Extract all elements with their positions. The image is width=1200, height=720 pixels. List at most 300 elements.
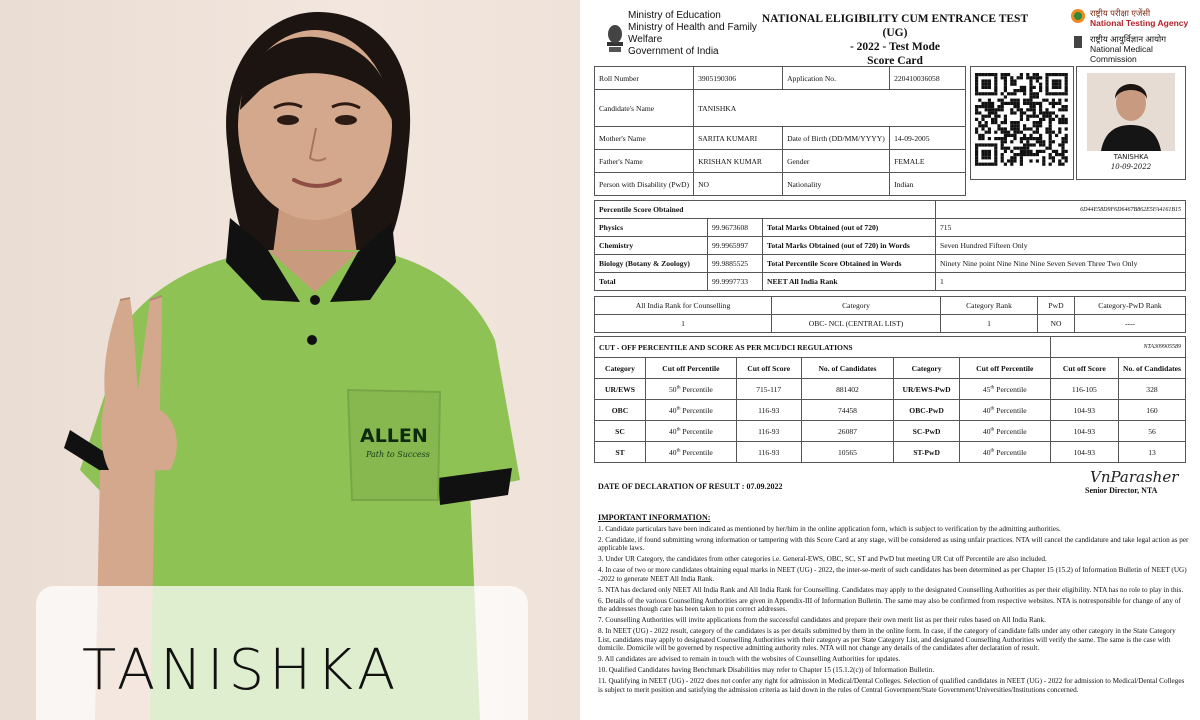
ordinal-suffix: th [676,426,681,432]
cutoff-header: Cut off Percentile [959,358,1050,379]
qr-module [1017,76,1020,79]
qr-module [1010,108,1013,111]
cutoff-header: Category [894,358,960,379]
qr-module [985,102,988,105]
qr-module [1065,108,1068,111]
thumb-caption: TANISHKA [1113,153,1149,161]
qr-module [994,92,997,95]
qr-module [981,86,984,89]
qr-module [1036,115,1039,118]
qr-module [1007,73,1010,76]
qr-module [1017,105,1020,108]
qr-module [1036,127,1039,130]
qr-module [988,108,991,111]
qr-module [1049,156,1052,159]
qr-module [1001,143,1004,146]
qr-module [1065,79,1068,82]
qr-module [1039,134,1042,137]
qr-module [1001,140,1004,143]
score-code: 6D44E58D9F6D6467B862E5FA4161B15 [936,201,1186,219]
qr-module [1023,137,1026,140]
qr-module [988,111,991,114]
qr-module [1007,159,1010,162]
qr-module [1052,131,1055,134]
qr-module [1013,147,1016,150]
qr-module [1033,102,1036,105]
qr-module [1020,115,1023,118]
rank-value: OBC- NCL (CENTRAL LIST) [772,315,941,333]
cutoff-cell: ST [595,442,646,463]
qr-module [1061,118,1064,121]
ordinal-suffix: th [990,405,995,411]
qr-module [1029,150,1032,153]
qr-module [994,150,997,153]
qr-module [1039,102,1042,105]
qr-module [975,127,978,130]
info-item: 11. Qualifying in NEET (UG) - 2022 does not confer any right for admission in Medical/Dental Colleges. Selection of qualified candidates in NEET (UG) - 2022 for admission to Medical/Dental Colleges is subject to merit position and satisfying the admission criteria as laid down in the rules of Central Government/State Government/Universities/Institutions concerned. [598,677,1185,694]
qr-module [1061,108,1064,111]
qr-module [975,92,978,95]
qr-module [994,111,997,114]
qr-module [981,73,984,76]
qr-module [978,143,981,146]
qr-module [1042,163,1045,166]
qr-module [1001,76,1004,79]
qr-module [994,118,997,121]
qr-module [1049,143,1052,146]
qr-module [1026,102,1029,105]
qr-module [1049,92,1052,95]
qr-module [1001,105,1004,108]
qr-module [991,92,994,95]
app-value: 220410036058 [890,67,966,90]
qr-module [991,121,994,124]
qr-module [988,83,991,86]
qr-module [1052,118,1055,121]
qr-module [1033,115,1036,118]
qr-module [1065,76,1068,79]
qr-module [981,150,984,153]
qr-module [988,99,991,102]
cutoff-cell: 104-93 [1050,400,1118,421]
qr-module [1013,131,1016,134]
percentile-word: Percentile [996,426,1027,436]
qr-module [1004,121,1007,124]
qr-module [978,124,981,127]
qr-module [1058,108,1061,111]
qr-module [1026,147,1029,150]
qr-module [1023,150,1026,153]
qr-module [1029,137,1032,140]
qr-module [978,92,981,95]
qr-module [1004,118,1007,121]
qr-module [1055,153,1058,156]
qr-module [1007,92,1010,95]
name-caption: TANISHKA [82,638,401,703]
qr-module [1020,159,1023,162]
percentile-number: 40 [982,447,991,457]
dob-value: 14-09-2005 [890,127,966,150]
mother-label: Mother's Name [595,127,694,150]
ordinal-suffix: th [990,447,995,453]
qr-module [988,153,991,156]
percentile-header: Percentile Score Obtained [595,201,936,219]
qr-module [1036,140,1039,143]
qr-module [1017,127,1020,130]
cutoff-cell: 56 [1118,421,1185,442]
qr-module [991,73,994,76]
thumb-date: 10-09-2022 [1110,163,1152,171]
qr-module [1061,153,1064,156]
qr-module [1004,73,1007,76]
qr-module [1058,163,1061,166]
qr-module [1001,108,1004,111]
qr-module [1023,143,1026,146]
qr-module [991,111,994,114]
qr-module [1055,86,1058,89]
qr-module [1029,89,1032,92]
qr-module [994,163,997,166]
qr-module [994,159,997,162]
qr-module [1013,127,1016,130]
cutoff-percentile [959,421,1050,442]
qr-module [985,124,988,127]
biology-value: 99.9885525 [708,255,763,273]
qr-module [1065,118,1068,121]
candidate-details-table [594,66,966,196]
qr-module [975,83,978,86]
qr-module [1033,95,1036,98]
qr-module [1001,102,1004,105]
qr-module [1065,140,1068,143]
cutoff-cell: 104-93 [1050,421,1118,442]
qr-module [985,83,988,86]
qr-module [1065,86,1068,89]
qr-module [1049,153,1052,156]
qr-module [1058,92,1061,95]
qr-module [1023,111,1026,114]
qr-module [985,153,988,156]
qr-module [1045,86,1048,89]
qr-module [1010,99,1013,102]
qr-module [1052,140,1055,143]
cutoff-cell: 104-93 [1050,442,1118,463]
gender-value: FEMALE [890,150,966,173]
qr-module [1029,159,1032,162]
qr-module [1061,150,1064,153]
qr-module [1010,159,1013,162]
qr-module [1007,134,1010,137]
qr-module [975,105,978,108]
qr-module [1036,124,1039,127]
info-item: 9. All candidates are advised to remain in touch with the websites of Counselling Authorities for updates. [598,655,901,664]
qr-module [1004,86,1007,89]
qr-module [1026,108,1029,111]
qr-module [1033,92,1036,95]
cutoff-header: No. of Candidates [801,358,894,379]
qr-module [1013,153,1016,156]
rank-value: NO [1038,315,1075,333]
qr-module [997,137,1000,140]
qr-code [970,66,1074,180]
qr-module [1036,92,1039,95]
qr-module [1042,143,1045,146]
qr-module [994,76,997,79]
qr-module [988,115,991,118]
qr-module [1065,150,1068,153]
qr-module [1049,163,1052,166]
qr-module [1065,99,1068,102]
qr-module [981,163,984,166]
qr-module [994,143,997,146]
cutoff-title: CUT - OFF PERCENTILE AND SCORE AS PER MCI/DCI REGULATIONS [595,337,1051,358]
nta-logo-icon [1070,8,1086,24]
qr-module [981,79,984,82]
qr-module [1004,137,1007,140]
qr-module [1001,159,1004,162]
rank-header: Category [772,297,941,315]
qr-module [1058,73,1061,76]
qr-module [1052,73,1055,76]
rank-value: 1 [941,315,1038,333]
qr-module [1013,102,1016,105]
qr-module [1023,92,1026,95]
qr-module [975,156,978,159]
qr-module [991,108,994,111]
cutoff-cell: 881402 [801,379,894,400]
qr-module [1004,95,1007,98]
qr-module [1045,131,1048,134]
qr-module [975,79,978,82]
qr-module [1058,118,1061,121]
qr-module [1001,127,1004,130]
qr-module [1001,156,1004,159]
marks-label: Total Marks Obtained (out of 720) [763,219,936,237]
qr-module [1029,102,1032,105]
rank-header: Category Rank [941,297,1038,315]
qr-module [1001,131,1004,134]
declaration-date: DATE OF DECLARATION OF RESULT : 07.09.2022 [598,482,783,491]
qr-module [1026,153,1029,156]
ordinal-suffix: th [990,384,995,390]
qr-module [975,76,978,79]
marks-value: 715 [936,219,1186,237]
qr-module [1049,140,1052,143]
qr-module [1055,92,1058,95]
qr-module [1039,86,1042,89]
qr-module [1020,111,1023,114]
qr-module [1017,89,1020,92]
qr-module [1036,137,1039,140]
qr-module [1004,115,1007,118]
qr-module [985,86,988,89]
qr-module [1061,140,1064,143]
qr-module [1023,147,1026,150]
qr-module [1013,121,1016,124]
qr-module [981,102,984,105]
rank-header: PwD [1038,297,1075,315]
qr-module [1045,76,1048,79]
qr-module [1029,99,1032,102]
qr-module [1013,79,1016,82]
qr-module [985,115,988,118]
qr-module [1029,79,1032,82]
qr-module [988,156,991,159]
ministry-line: Ministry of Education [628,10,721,21]
qr-module [975,150,978,153]
qr-module [1001,137,1004,140]
cutoff-header: Cut off Score [1050,358,1118,379]
national-emblem-icon [604,20,626,54]
chemistry-value: 99.9965997 [708,237,763,255]
qr-module [1004,150,1007,153]
qr-module [1010,121,1013,124]
qr-module [1023,89,1026,92]
score-card [590,0,1200,720]
candidate-thumbnail [1076,66,1186,180]
qr-module [978,163,981,166]
qr-module [975,89,978,92]
qr-module [1010,79,1013,82]
qr-module [985,143,988,146]
qr-module [1033,137,1036,140]
qr-module [1036,102,1039,105]
qr-module [1013,159,1016,162]
qr-module [1045,111,1048,114]
qr-module [1026,127,1029,130]
qr-module [1042,118,1045,121]
qr-module [978,73,981,76]
qr-module [1049,111,1052,114]
qr-module [994,137,997,140]
qr-module [1013,105,1016,108]
cutoff-cell: SC-PwD [894,421,960,442]
qr-module [978,121,981,124]
percentile-number: 40 [669,405,677,415]
qr-module [994,115,997,118]
percentile-number: 50 [669,384,677,394]
shirt-logo: ALLEN [360,425,428,447]
cutoff-cell: OBC-PwD [894,400,960,421]
percentile-word: Percentile [996,384,1027,394]
qr-module [1023,153,1026,156]
gender-label: Gender [783,150,890,173]
qr-module [1010,163,1013,166]
qr-module [1033,153,1036,156]
qr-module [1039,140,1042,143]
qr-module [1039,83,1042,86]
qr-module [975,111,978,114]
qr-module [1023,102,1026,105]
total-label: Total [595,273,708,291]
cutoff-cell: UR/EWS [595,379,646,400]
name-value: TANISHKA [694,90,966,127]
cutoff-cell: 116-93 [736,442,801,463]
qr-module [1061,92,1064,95]
qr-module [1065,105,1068,108]
qr-module [1049,131,1052,134]
qr-module [991,105,994,108]
qr-module [1055,134,1058,137]
qr-module [1029,95,1032,98]
qr-module [1013,83,1016,86]
qr-module [988,79,991,82]
qr-module [1039,76,1042,79]
qr-module [1020,73,1023,76]
qr-module [975,108,978,111]
qr-module [1026,150,1029,153]
qr-module [1055,102,1058,105]
qr-module [975,143,978,146]
qr-module [1004,134,1007,137]
qr-module [985,79,988,82]
qr-module [1001,153,1004,156]
qr-module [981,115,984,118]
qr-module [1010,140,1013,143]
qr-module [1065,156,1068,159]
percentile-number: 40 [669,426,677,436]
rank-header: Category-PwD Rank [1075,297,1186,315]
percentile-number: 40 [982,405,991,415]
qr-module [988,150,991,153]
qr-module [1033,76,1036,79]
nmc-name: National Medical Commission [1090,44,1153,64]
qr-module [1020,153,1023,156]
qr-module [1036,153,1039,156]
nta-name: National Testing Agency [1090,18,1189,28]
qr-module [988,131,991,134]
percentile-word: Percentile [682,405,713,415]
candidate-photo-panel [0,0,580,720]
qr-module [1010,124,1013,127]
qr-module [1039,121,1042,124]
qr-module [1052,83,1055,86]
qr-module [1049,121,1052,124]
cutoff-percentile [645,400,736,421]
qr-module [981,92,984,95]
cutoff-cell: 116-93 [736,400,801,421]
qr-module [1013,156,1016,159]
qr-module [991,118,994,121]
qr-module [1004,127,1007,130]
qr-module [978,105,981,108]
marks-words-value: Seven Hundred Fifteen Only [936,237,1186,255]
qr-module [1010,111,1013,114]
qr-module [981,124,984,127]
qr-module [1001,121,1004,124]
qr-module [1045,127,1048,130]
signature: VnParasher [1090,468,1179,486]
cutoff-row [595,442,1186,463]
qr-module [985,156,988,159]
qr-module [1039,143,1042,146]
cutoff-cell: 26087 [801,421,894,442]
qr-module [1058,159,1061,162]
qr-module [997,108,1000,111]
qr-module [988,102,991,105]
qr-module [1045,92,1048,95]
cutoff-percentile [959,379,1050,400]
qr-module [1039,150,1042,153]
qr-module [1026,76,1029,79]
qr-module [1036,121,1039,124]
qr-module [1010,102,1013,105]
qr-module [1020,118,1023,121]
percentile-word: Percentile [996,405,1027,415]
qr-module [1045,79,1048,82]
qr-module [1013,134,1016,137]
qr-module [1020,89,1023,92]
